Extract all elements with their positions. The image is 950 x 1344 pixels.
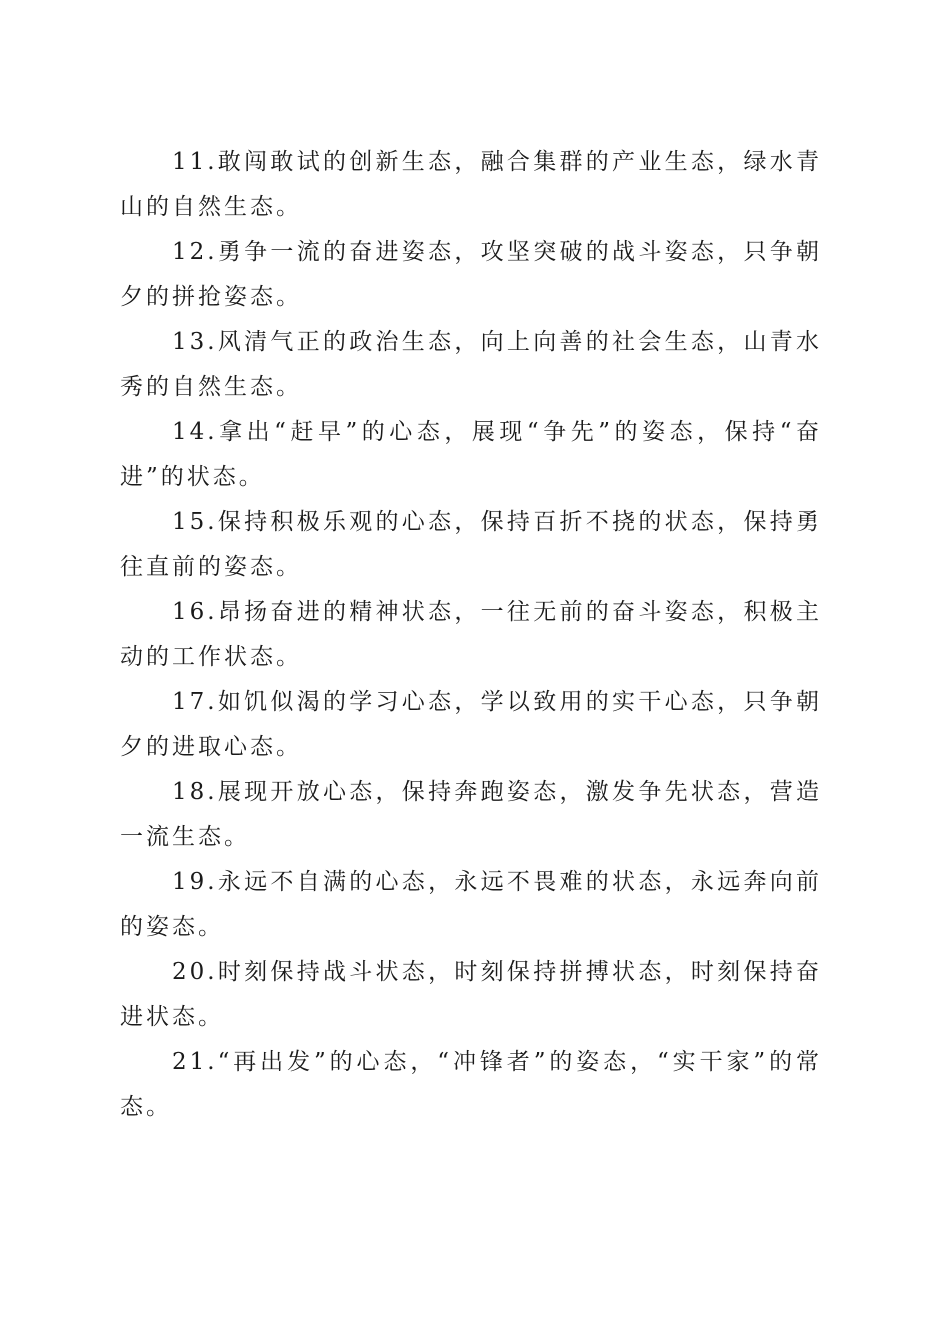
paragraph-13: 13.风清气正的政治生态，向上向善的社会生态，山青水秀的自然生态。 <box>120 329 822 400</box>
paragraph-15: 15.保持积极乐观的心态，保持百折不挠的状态，保持勇往直前的姿态。 <box>120 509 822 580</box>
paragraph-11: 11.敢闯敢试的创新生态，融合集群的产业生态，绿水青山的自然生态。 <box>120 149 822 220</box>
paragraph-18: 18.展现开放心态，保持奔跑姿态，激发争先状态，营造一流生态。 <box>120 779 822 850</box>
paragraph-12: 12.勇争一流的奋进姿态，攻坚突破的战斗姿态，只争朝夕的拼抢姿态。 <box>120 239 822 310</box>
paragraph-16: 16.昂扬奋进的精神状态，一往无前的奋斗姿态，积极主动的工作状态。 <box>120 599 822 670</box>
paragraph-19: 19.永远不自满的心态，永远不畏难的状态，永远奔向前的姿态。 <box>120 869 822 940</box>
paragraph-21: 21.“再出发”的心态，“冲锋者”的姿态，“实干家”的常态。 <box>120 1049 822 1120</box>
paragraph-20: 20.时刻保持战斗状态，时刻保持拼搏状态，时刻保持奋进状态。 <box>120 959 822 1030</box>
paragraph-17: 17.如饥似渴的学习心态，学以致用的实干心态，只争朝夕的进取心态。 <box>120 689 822 760</box>
document-body <box>120 140 822 1130</box>
paragraph-14: 14.拿出“赶早”的心态，展现“争先”的姿态，保持“奋进”的状态。 <box>120 419 822 490</box>
